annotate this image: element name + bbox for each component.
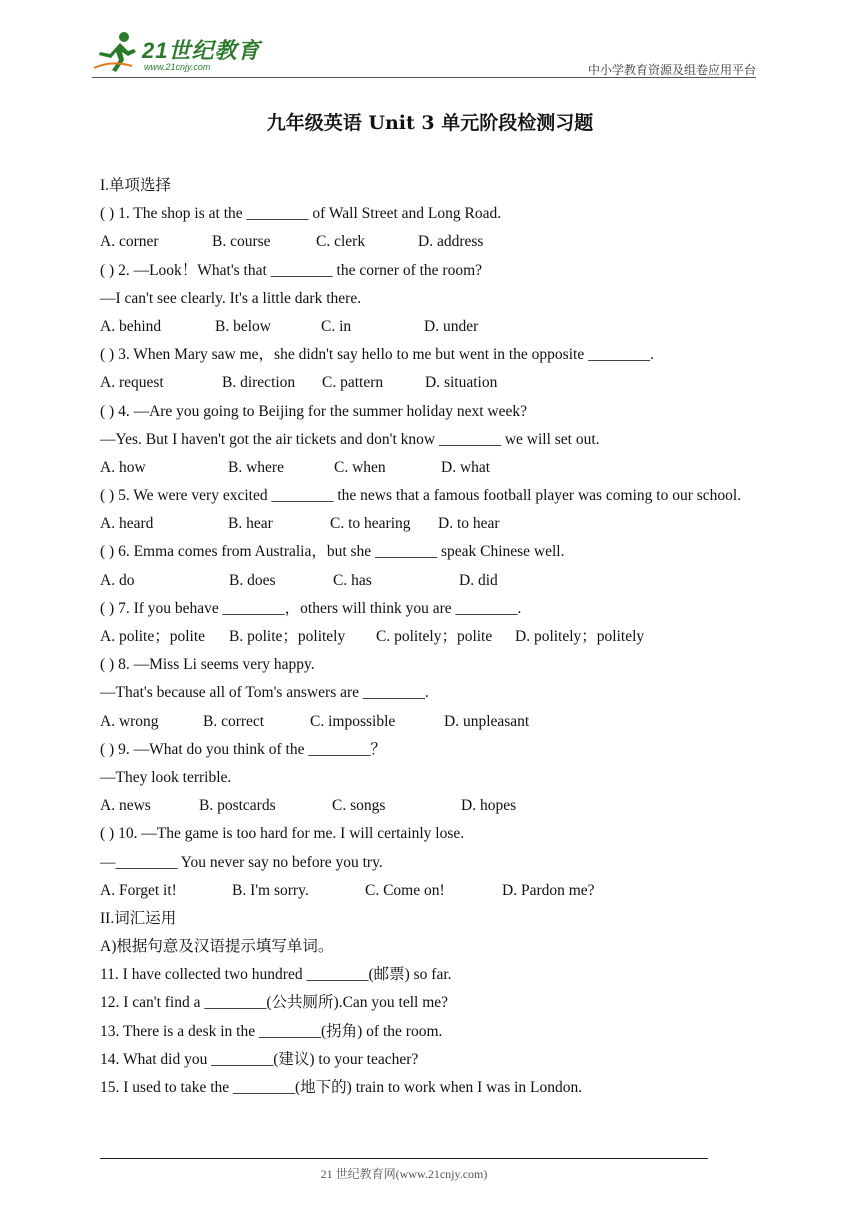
vocab-item: 15. I used to take the ________(地下的) train to work when I was in London. (100, 1079, 583, 1097)
answer-option: D. politely；politely (515, 628, 645, 646)
header-tagline: 中小学教育资源及组卷应用平台 (587, 63, 756, 77)
question-stem: ( ) 8. —Miss Li seems very happy. (100, 656, 315, 674)
answer-option: B. does (229, 571, 276, 589)
vocab-item: 11. I have collected two hundred ________(邮票) so far. (100, 966, 452, 984)
answer-option: A. heard (100, 515, 154, 533)
answer-options (100, 510, 770, 538)
question-stem: ( ) 7. If you behave ________，others will think you are ________. (100, 599, 522, 617)
question-stem: ( ) 2. —Look！What's that ________ the corner of the room? (100, 261, 483, 279)
logo-text: 21世纪教育 (142, 38, 261, 63)
header-divider (92, 77, 756, 78)
answer-option: C. songs (332, 797, 386, 815)
logo (92, 30, 262, 76)
answer-option: C. politely；polite (376, 628, 493, 646)
answer-option: C. impossible (310, 712, 396, 730)
footer-divider (100, 1158, 708, 1159)
question-stem: —________ You never say no before you try. (100, 853, 383, 871)
answer-options (100, 228, 770, 256)
answer-option: A. do (100, 571, 135, 589)
answer-option: C. clerk (316, 233, 366, 251)
answer-option: B. I'm sorry. (232, 881, 309, 899)
section-heading: I.单项选择 (100, 177, 172, 194)
answer-option: D. did (459, 571, 498, 589)
answer-option: D. unpleasant (444, 712, 530, 730)
answer-option: B. where (228, 458, 284, 476)
answer-options (100, 792, 770, 820)
answer-option: B. direction (222, 374, 296, 392)
answer-option: D. to hear (438, 515, 500, 533)
answer-options (100, 454, 770, 482)
question-stem: ( ) 1. The shop is at the ________ of Wall Street and Long Road. (100, 205, 502, 223)
answer-option: D. Pardon me? (502, 881, 595, 899)
answer-option: A. behind (100, 317, 162, 335)
exercise-content (100, 172, 770, 1102)
answer-option: C. to hearing (330, 515, 411, 533)
page-header (92, 30, 756, 80)
vocab-item: 14. What did you ________(建议) to your teacher? (100, 1050, 419, 1068)
answer-option: C. Come on! (365, 881, 445, 899)
answer-option: A. corner (100, 233, 159, 251)
answer-option: A. how (100, 458, 146, 476)
question-stem: —They look terrible. (100, 768, 232, 786)
answer-option: B. polite；politely (229, 628, 346, 646)
answer-options (100, 313, 770, 341)
question-stem: —I can't see clearly. It's a little dark there. (100, 289, 362, 307)
runner-logo-icon (92, 30, 140, 74)
answer-option: C. when (334, 458, 386, 476)
answer-options (100, 877, 770, 905)
section-subheading: A)根据句意及汉语提示填写单词。 (100, 938, 334, 956)
answer-option: A. wrong (100, 712, 159, 730)
answer-options (100, 623, 770, 651)
answer-option: B. hear (228, 515, 273, 533)
answer-option: A. news (100, 797, 151, 815)
vocab-item: 12. I can't find a ________(公共厕所).Can you tell me? (100, 994, 449, 1012)
answer-option: D. address (418, 233, 484, 251)
question-stem: —Yes. But I haven't got the air tickets and don't know ________ we will set out. (100, 430, 600, 448)
logo-url: www.21cnjy.com (144, 62, 211, 72)
question-stem: ( ) 4. —Are you going to Beijing for the summer holiday next week? (100, 402, 528, 420)
answer-options (100, 369, 770, 397)
answer-option: D. hopes (461, 797, 517, 815)
answer-option: C. has (333, 571, 372, 589)
question-stem: ( ) 9. —What do you think of the ________？ (100, 740, 386, 758)
answer-option: C. in (321, 317, 352, 335)
answer-option: A. polite；polite (100, 628, 206, 646)
answer-option: D. situation (425, 374, 498, 392)
answer-options (100, 708, 770, 736)
question-stem: ( ) 6. Emma comes from Australia，but she ________ speak Chinese well. (100, 543, 565, 561)
answer-options (100, 567, 770, 595)
answer-option: B. course (212, 233, 271, 251)
answer-option: A. request (100, 374, 164, 392)
answer-option: A. Forget it! (100, 881, 177, 899)
question-stem: —That's because all of Tom's answers are ________. (100, 684, 429, 702)
question-stem: ( ) 5. We were very excited ________ the news that a famous football player was coming to our school. (100, 487, 742, 505)
section-heading: II.词汇运用 (100, 909, 177, 927)
answer-option: C. pattern (322, 374, 384, 392)
page-title: 九年级英语 Unit 3 单元阶段检测习题 (266, 112, 594, 134)
question-stem: ( ) 10. —The game is too hard for me. I will certainly lose. (100, 825, 465, 843)
answer-option: D. under (424, 317, 479, 335)
answer-option: B. postcards (199, 797, 276, 815)
question-list (100, 200, 770, 905)
answer-option: B. correct (203, 712, 265, 730)
answer-option: D. what (441, 458, 491, 476)
answer-option: B. below (215, 317, 271, 335)
footer-text: 21 世纪教育网(www.21cnjy.com) (320, 1167, 488, 1181)
question-stem: ( ) 3. When Mary saw me，she didn't say hello to me but went in the opposite ________. (100, 346, 654, 364)
vocab-list (100, 961, 770, 1102)
vocab-item: 13. There is a desk in the ________(拐角) of the room. (100, 1022, 443, 1040)
